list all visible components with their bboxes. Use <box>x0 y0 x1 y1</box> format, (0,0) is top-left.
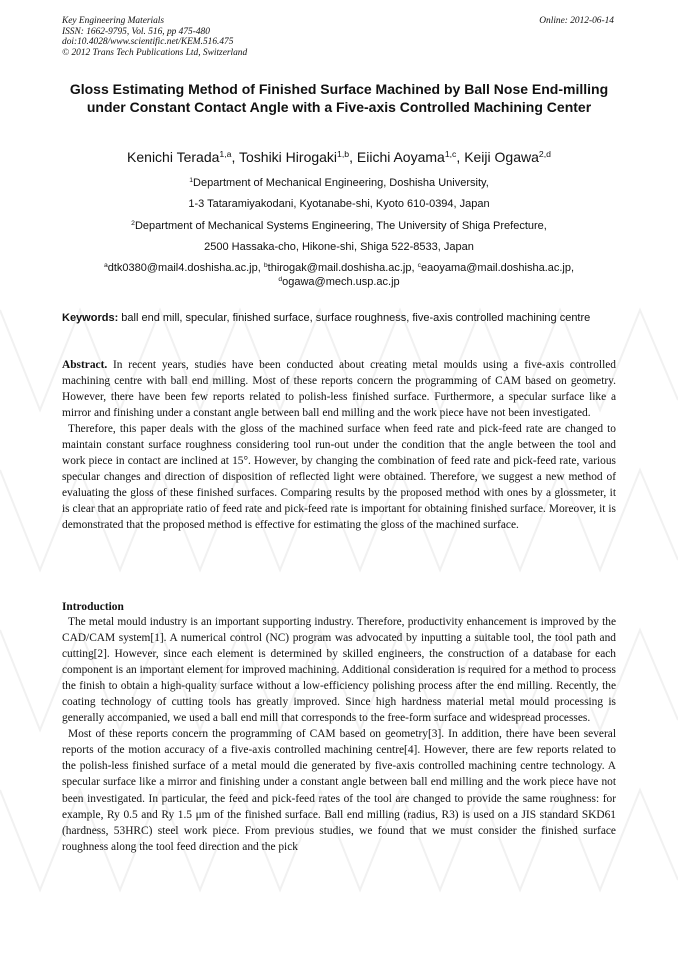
affiliation-2 <box>62 219 616 235</box>
section-heading-introduction: Introduction <box>62 601 124 613</box>
author-name: Kenichi Terada <box>127 149 220 165</box>
affiliation-1-address: 1-3 Tataramiyakodani, Kyotanabe-shi, Kyoto 610-0394, Japan <box>188 198 490 210</box>
email-address: thirogak@mail.doshisha.ac.jp, <box>267 262 418 274</box>
email-marker: c <box>417 262 422 270</box>
affiliation-marker: 2 <box>131 220 135 228</box>
author-list <box>62 148 616 168</box>
introduction-paragraph: The metal mould industry is an important supporting industry. Therefore, productivity enhancement is improved by the CAD/CAM system[1]. A numerical control (NC) program was advocated by inputting a suitable tool, the tool path and cutting[2]. However, since each element is determined by skilled engineers, the construction of a database for each component is an important element for improved machining. Additional consideration is required for a method to process the finish to obtain a high-quality surface without a low-efficiency polishing process after the end milling. Recently, the coating technology of cutting tools has greatly improved. Since high hardness material metal mould processing is generally accompanied, we used a ball end mill that corresponds to the free-form surface and widespread processes. <box>62 616 616 725</box>
affiliation-2-address: 2500 Hassaka-cho, Hikone-shi, Shiga 522-8533, Japan <box>204 241 474 253</box>
copyright-line: © 2012 Trans Tech Publications Ltd, Switzerland <box>62 47 248 58</box>
keywords-label: Keywords: <box>62 312 119 324</box>
introduction-paragraph: Most of these reports concern the programming of CAM based on geometry[3]. In addition, there have been several reports of the motion accuracy of a five-axis controlled machining centre[4]. However, there are few reports related to the polish-less finished surface of a metal mould die generated by five-axis controlled machining centre technology. A specular surface like a mirror and finishing under a constant angle between ball end milling and the work piece have not been investigated. In particular, the feed and pick-feed rates of the tool are changed to provide the same roughness: for example, Ry 0.5 and Ry 1.5 μm of the finished surface. Ball end milling (radius, R3) is used on a JIS standard SKD61 (hardness, 53HRC) steel work piece. From previous studies, we found that we must consider the finished surface roughness along the tool feed direction and the pick <box>62 728 616 853</box>
issn-line: ISSN: 1662-9795, Vol. 516, pp 475-480 <box>62 26 210 37</box>
abstract-text: In recent years, studies have been conducted about creating metal moulds using a five-axis controlled machining centre with ball end milling. Most of these reports concern the programming of CAM based on geometry. However, there have been few reports related to polish-less finished surface. Furthermore, a specular surface like a mirror and finishing under a constant angle between ball end milling and the work piece have not been investigated. <box>62 359 616 420</box>
email-marker: a <box>103 262 108 270</box>
author-affiliation-marker: 1,a <box>219 149 232 160</box>
keywords-text: ball end mill, specular, finished surface, surface roughness, five-axis controlled machining centre <box>118 312 591 324</box>
paper-title: Gloss Estimating Method of Finished Surface Machined by Ball Nose End-milling under Constant Contact Angle with a Five-axis Controlled Machining Center <box>69 81 609 115</box>
email-address: eaoyama@mail.doshisha.ac.jp, <box>421 262 575 274</box>
abstract-paragraph <box>62 357 616 421</box>
author-affiliation-marker: 1,c <box>444 149 457 160</box>
doi-line: doi:10.4028/www.scientific.net/KEM.516.475 <box>62 37 234 48</box>
author-separator: , <box>349 149 357 165</box>
author-separator: , <box>456 149 465 165</box>
email-line-2 <box>62 275 616 291</box>
journal-name: Key Engineering Materials <box>62 16 165 26</box>
author-affiliation-marker: 1,b <box>337 149 350 160</box>
author-separator: , <box>231 149 239 165</box>
email-address: ogawa@mech.usp.ac.jp <box>282 276 400 288</box>
online-date: Online: 2012-06-14 <box>539 16 614 26</box>
introduction-body <box>62 614 616 855</box>
abstract <box>62 357 616 534</box>
author-name: Eiichi Aoyama <box>356 149 445 165</box>
abstract-paragraph: Therefore, this paper deals with the gloss of the machined surface when feed rate and pick-feed rate are changed to maintain constant surface roughness considering tool run-out under the condition that the angle between the tool and work piece in contact are inclined at 15°. However, by changing the combination of feed rate and pick-feed rate, various specular changes and direction of disposition of reflected light were obtained. Therefore, we suggest a new method of evaluating the gloss of these finished surfaces. Comparing results by the proposed method with ones by a glossmeter, it is clear that an appropriate ratio of feed rate and pick-feed rate is important for obtaining finished surface. Moreover, it is demonstrated that the proposed method is effective for estimating the gloss of the machined surface. <box>62 423 616 532</box>
affiliation-marker: 1 <box>189 177 194 185</box>
author-name: Toshiki Hirogaki <box>239 149 338 165</box>
affiliation-1 <box>62 176 616 192</box>
email-marker: d <box>278 276 283 284</box>
keywords <box>62 312 616 326</box>
email-marker: b <box>263 262 268 270</box>
journal-header <box>62 16 247 58</box>
abstract-label: Abstract. <box>62 359 108 371</box>
affiliation-text: Department of Mechanical Systems Engineering, The University of Shiga Prefecture, <box>134 220 547 232</box>
email-address: dtk0380@mail4.doshisha.ac.jp, <box>107 262 264 274</box>
author-affiliation-marker: 2,d <box>538 149 551 160</box>
author-name: Keiji Ogawa <box>464 149 539 165</box>
affiliation-text: Department of Mechanical Engineering, Doshisha University, <box>193 177 489 189</box>
